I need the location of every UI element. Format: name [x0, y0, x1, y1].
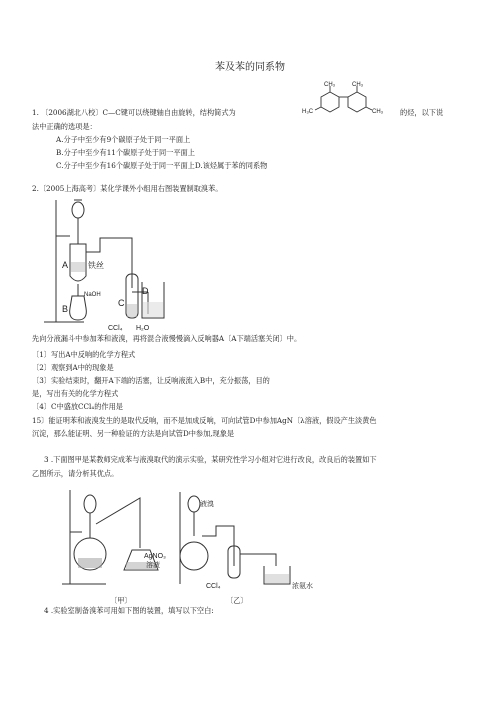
q2-line2: 先向分液漏斗中参加苯和液溴，再将混合液慢慢滴入反响器A〔A下端活塞关闭〕中。 — [32, 334, 302, 343]
label-c: C — [118, 298, 125, 308]
q4-line1: 4 .实验室制备溴苯可用如下图的装置，填写以下空白: — [44, 606, 214, 615]
label-b: B — [62, 304, 69, 314]
q1-line1: 1. 〔2006湖北八校〕C—C键可以绕键轴自由旋转，结构简式为 — [32, 108, 236, 117]
label-a: A — [62, 260, 69, 270]
q3-apparatus-figure-jia — [60, 484, 180, 592]
q3-caption-jia: 〔甲〕 — [110, 596, 132, 605]
label-ccl4: CCl₄ — [108, 325, 123, 332]
label-iron-wire: 铁丝 — [88, 261, 104, 270]
q3-caption-yi: 〔乙〕 — [226, 596, 248, 605]
label-d: D — [142, 286, 149, 296]
mol-label-h3c: H₃C — [302, 109, 314, 115]
q2-sub3b: 是，写出有关的化学方程式 — [32, 389, 119, 398]
q2-sub5b: 沉淀，那么能证明、另一种验证的方法是向试管D中参加,现象是 — [32, 429, 235, 438]
label-h2o: H₂O — [136, 325, 150, 332]
q1-line2: 法中正确的选项是： — [32, 122, 97, 131]
q2-sub4: 〔4〕C中盛放CCl₄的作用是 — [32, 402, 123, 411]
q1-line1-tail: 的烃，以下说 — [400, 108, 444, 117]
q3-apparatus-figure-yi — [176, 486, 326, 592]
q2-apparatus-figure — [40, 196, 170, 332]
q1-option-c: C.分子中至少有16个碳原子处于同一平面上D.该烃属于苯的同系物 — [56, 161, 268, 170]
mol-label-ch3-c: CH₃ — [372, 109, 384, 115]
q3-line1: 3 .下面图甲是某教师完成苯与液溴取代的演示实验，某研究性学习小组对它进行改良，改良后的装置如下 — [44, 455, 377, 464]
label-conc-ammonia: 浓氨水 — [292, 583, 313, 590]
label-liquid-bromine: 液溴 — [200, 501, 214, 508]
q2-sub5: 15〕能证明苯和液溴发生的是取代反响，而不是加成反响，可向试管D中参加AgN〔λ溶液，假设产生淡黄色 — [32, 416, 377, 425]
q2-sub1: 〔1〕写出A中反响的化学方程式 — [32, 350, 136, 359]
label-naoh: NaOH — [84, 292, 101, 298]
q1-option-a: A.分子中至少有9个碳原子处于同一平面上 — [56, 135, 191, 144]
mol-label-ch3-a: CH₃ — [324, 82, 336, 88]
q2-sub2: 〔2〕观察到A中的现象是 — [32, 363, 114, 372]
page-title: 苯及苯的同系物 — [215, 62, 285, 73]
label-ccl4-yi: CCl₄ — [206, 583, 221, 590]
q1-option-b: B.分子中至少有11个碳原子处于同一平面上 — [56, 148, 195, 157]
mol-label-ch3-b: CH₃ — [352, 82, 364, 88]
q2-line1: 2.〔2005上海高考〕某化学课外小组用右图装置制取溴苯。 — [32, 184, 223, 193]
q3-line2: 乙图所示，请分析其优点。 — [32, 469, 119, 478]
label-agno3: AgNO₃ — [144, 553, 166, 560]
q2-sub3: 〔3〕实验结束时，翻开A下端的活塞，让反响液流入B中，充分振荡，目的 — [32, 376, 270, 385]
q1-molecule-diagram — [302, 80, 400, 120]
label-solution: 溶液 — [146, 562, 160, 569]
